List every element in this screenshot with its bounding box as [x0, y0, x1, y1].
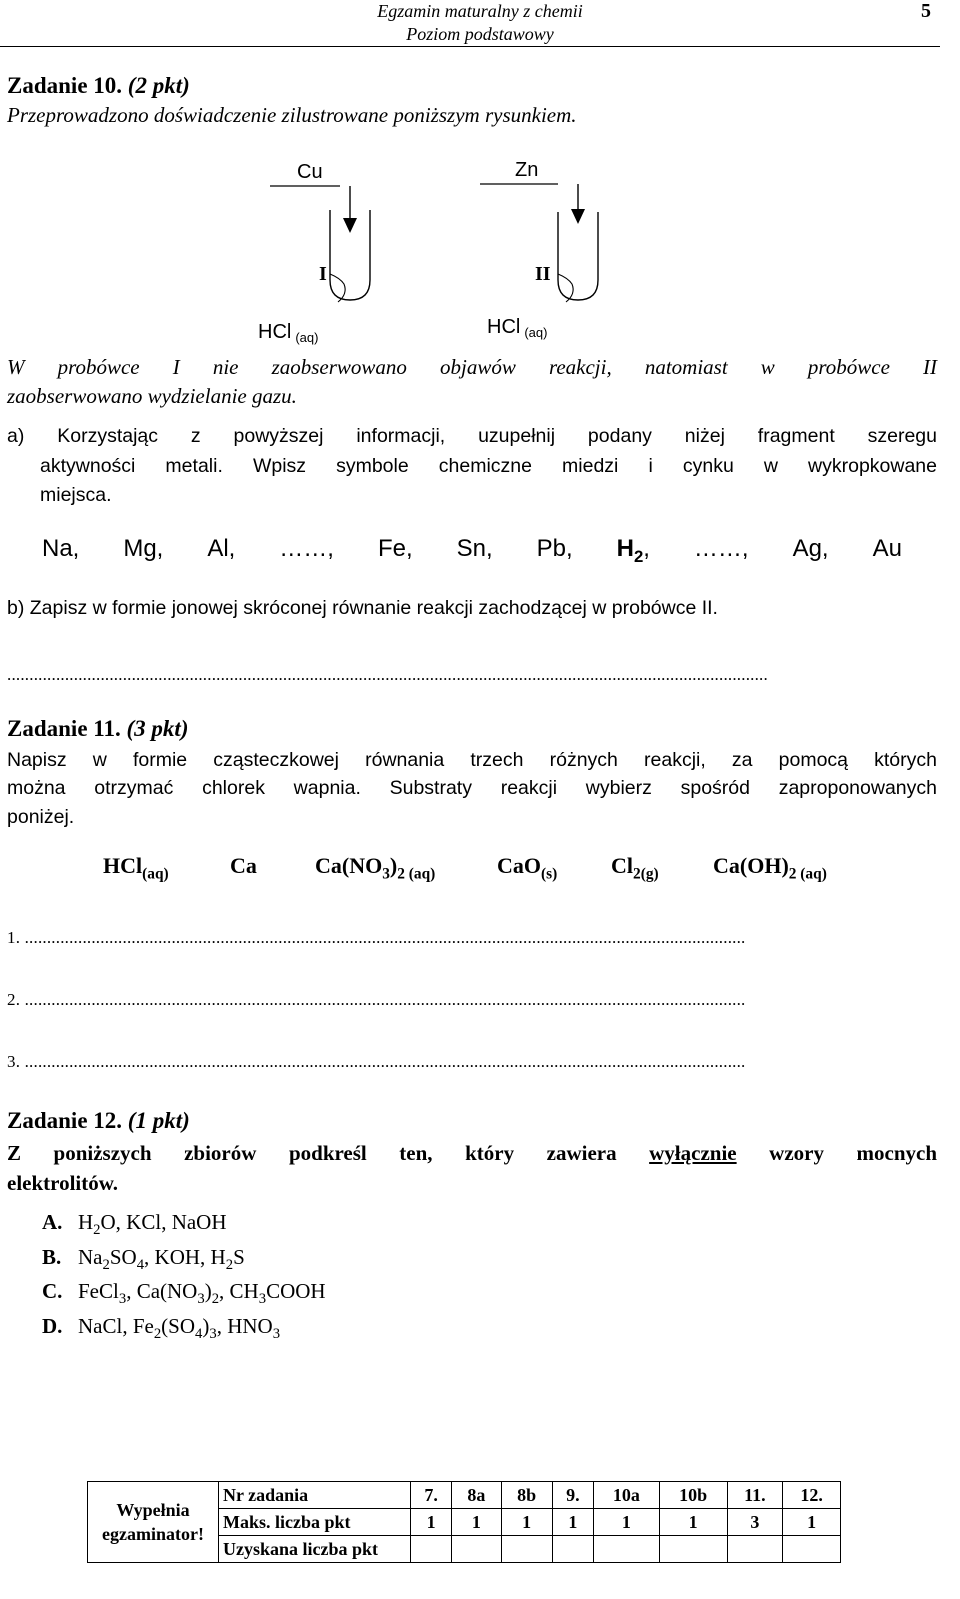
option-a[interactable]: A. $H_2O$, KCl, NaOH — [42, 1210, 227, 1239]
score-table — [87, 1481, 841, 1563]
row-label: Uzyskana liczba pkt — [219, 1536, 411, 1563]
substrate-hcl: HCl$_{(aq)}$ — [103, 853, 169, 883]
max-points: 1 — [411, 1509, 452, 1536]
substrate-cl2: $Cl_{2(g)}$ — [611, 853, 659, 883]
max-points: 3 — [727, 1509, 783, 1536]
task10-part-b: b) Zapisz w formie jonowej skróconej równanie reakcji zachodzącej w probówce II. — [7, 597, 718, 619]
task-number: 7. — [411, 1482, 452, 1509]
substrate-ca: Ca — [230, 853, 257, 878]
score-side-label: Wypełnia egzaminator! — [88, 1482, 219, 1563]
exam-level: Poziom podstawowy — [406, 24, 554, 44]
task-number: 11. — [727, 1482, 783, 1509]
metal-2-label: Zn — [515, 159, 539, 181]
task11-text-line1: Napisz w formie cząsteczkowej równania trzech różnych reakcji, za pomocą których — [7, 749, 937, 771]
tube-1-label: I — [319, 263, 327, 285]
exam-title: Egzamin maturalny z chemii — [377, 1, 583, 21]
series-item: Mg, — [123, 535, 164, 562]
task12-text-line2: elektrolitów. — [7, 1171, 119, 1195]
series-blank: ……, — [279, 535, 334, 562]
task-number: 10a — [593, 1482, 659, 1509]
solution-1-label: HCl $_{(aq)}$ — [258, 321, 319, 345]
series-item: Sn, — [456, 535, 493, 562]
task12-text-line1: Z poniższych zbiorów podkreśl ten, który zawiera wyłącznie wzory mocnych — [7, 1141, 938, 1165]
solution-2-label: HCl $_{(aq)}$ — [487, 316, 548, 340]
answer-line-2[interactable]: 2. .................................................................................................................................................................. — [7, 990, 746, 1009]
task11-title: Zadanie 11. (3 pkt) — [7, 716, 189, 741]
series-item: Na, — [42, 535, 80, 562]
series-item: Ag, — [792, 535, 829, 562]
task10-title: Zadanie 10. (2 pkt) — [7, 73, 190, 98]
max-points: 1 — [501, 1509, 552, 1536]
underlined-word: wyłącznie — [649, 1141, 737, 1165]
task11-text-line2: można otrzymać chlorek wapnia. Substraty reakcji wybierz spośród zaproponowanych — [7, 777, 937, 799]
test-tube-2 — [558, 212, 598, 300]
task11-text-line3: poniżej. — [7, 806, 75, 828]
page-number: 5 — [921, 0, 931, 22]
option-c[interactable]: C. FeCl$_3$, $Ca(NO_3)_2$, $CH_3COOH$ — [42, 1279, 326, 1308]
row-label: Maks. liczba pkt — [219, 1509, 411, 1536]
metal-1-label: Cu — [297, 161, 323, 183]
max-points: 1 — [452, 1509, 501, 1536]
series-item: Fe, — [377, 535, 413, 562]
score-cell[interactable] — [593, 1536, 659, 1563]
experiment-figure — [240, 150, 640, 350]
substrate-cao: CaO$_{(s)}$ — [497, 853, 558, 883]
task-number: 9. — [552, 1482, 593, 1509]
answer-line-3[interactable]: 3. .................................................................................................................................................................. — [7, 1052, 746, 1071]
series-item: Pb, — [536, 535, 573, 562]
task10-observation-line2: zaobserwowano wydzielanie gazu. — [7, 384, 297, 408]
answer-line[interactable]: ........................................................................................................................................................................... — [7, 665, 768, 684]
score-cell[interactable] — [552, 1536, 593, 1563]
tube-2-label: II — [535, 263, 551, 285]
option-d[interactable]: D. NaCl, $Fe_2(SO_4)_3$, $HNO_3$ — [42, 1314, 281, 1343]
task-number: 8a — [452, 1482, 501, 1509]
score-cell[interactable] — [501, 1536, 552, 1563]
substrate-ca-oh-2: $Ca(OH)_{2 (aq)}$ — [713, 853, 827, 883]
series-item: Al, — [207, 535, 236, 562]
max-points: 1 — [659, 1509, 727, 1536]
activity-series — [42, 535, 902, 566]
score-row-task-numbers — [88, 1482, 841, 1509]
max-points: 1 — [783, 1509, 841, 1536]
series-item-hydrogen: $H_2$, — [616, 535, 650, 566]
score-cell[interactable] — [659, 1536, 727, 1563]
task10-intro: Przeprowadzono doświadczenie zilustrowane poniższym rysunkiem. — [7, 103, 577, 127]
option-b[interactable]: B. $Na_2SO_4$, KOH, $H_2S$ — [42, 1245, 245, 1274]
answer-line-1[interactable]: 1. .................................................................................................................................................................. — [7, 928, 746, 947]
task-number: 12. — [783, 1482, 841, 1509]
arrow-icon — [571, 209, 585, 224]
task10-observation-line1: W probówce I nie zaobserwowano objawów reakcji, natomiast w probówce II — [7, 355, 937, 379]
task10-part-a-line3: miejsca. — [40, 484, 112, 506]
score-cell[interactable] — [452, 1536, 501, 1563]
task12-title: Zadanie 12. (1 pkt) — [7, 1108, 190, 1133]
task-number: 10b — [659, 1482, 727, 1509]
series-blank: ……, — [693, 535, 749, 562]
series-item: Au — [872, 535, 902, 562]
max-points: 1 — [593, 1509, 659, 1536]
arrow-icon — [343, 218, 357, 233]
score-cell[interactable] — [783, 1536, 841, 1563]
task-number: 8b — [501, 1482, 552, 1509]
score-cell[interactable] — [411, 1536, 452, 1563]
score-cell[interactable] — [727, 1536, 783, 1563]
task10-part-a-line2: aktywności metali. Wpisz symbole chemiczne miedzi i cynku w wykropkowane — [40, 455, 937, 477]
task10-part-a-line1: a) Korzystając z powyższej informacji, uzupełnij podany niżej fragment szeregu — [7, 425, 937, 447]
row-label: Nr zadania — [219, 1482, 411, 1509]
max-points: 1 — [552, 1509, 593, 1536]
substrate-ca-no3-2: $Ca(NO_3)_{2 (aq)}$ — [315, 853, 436, 883]
header-rule — [0, 46, 940, 47]
